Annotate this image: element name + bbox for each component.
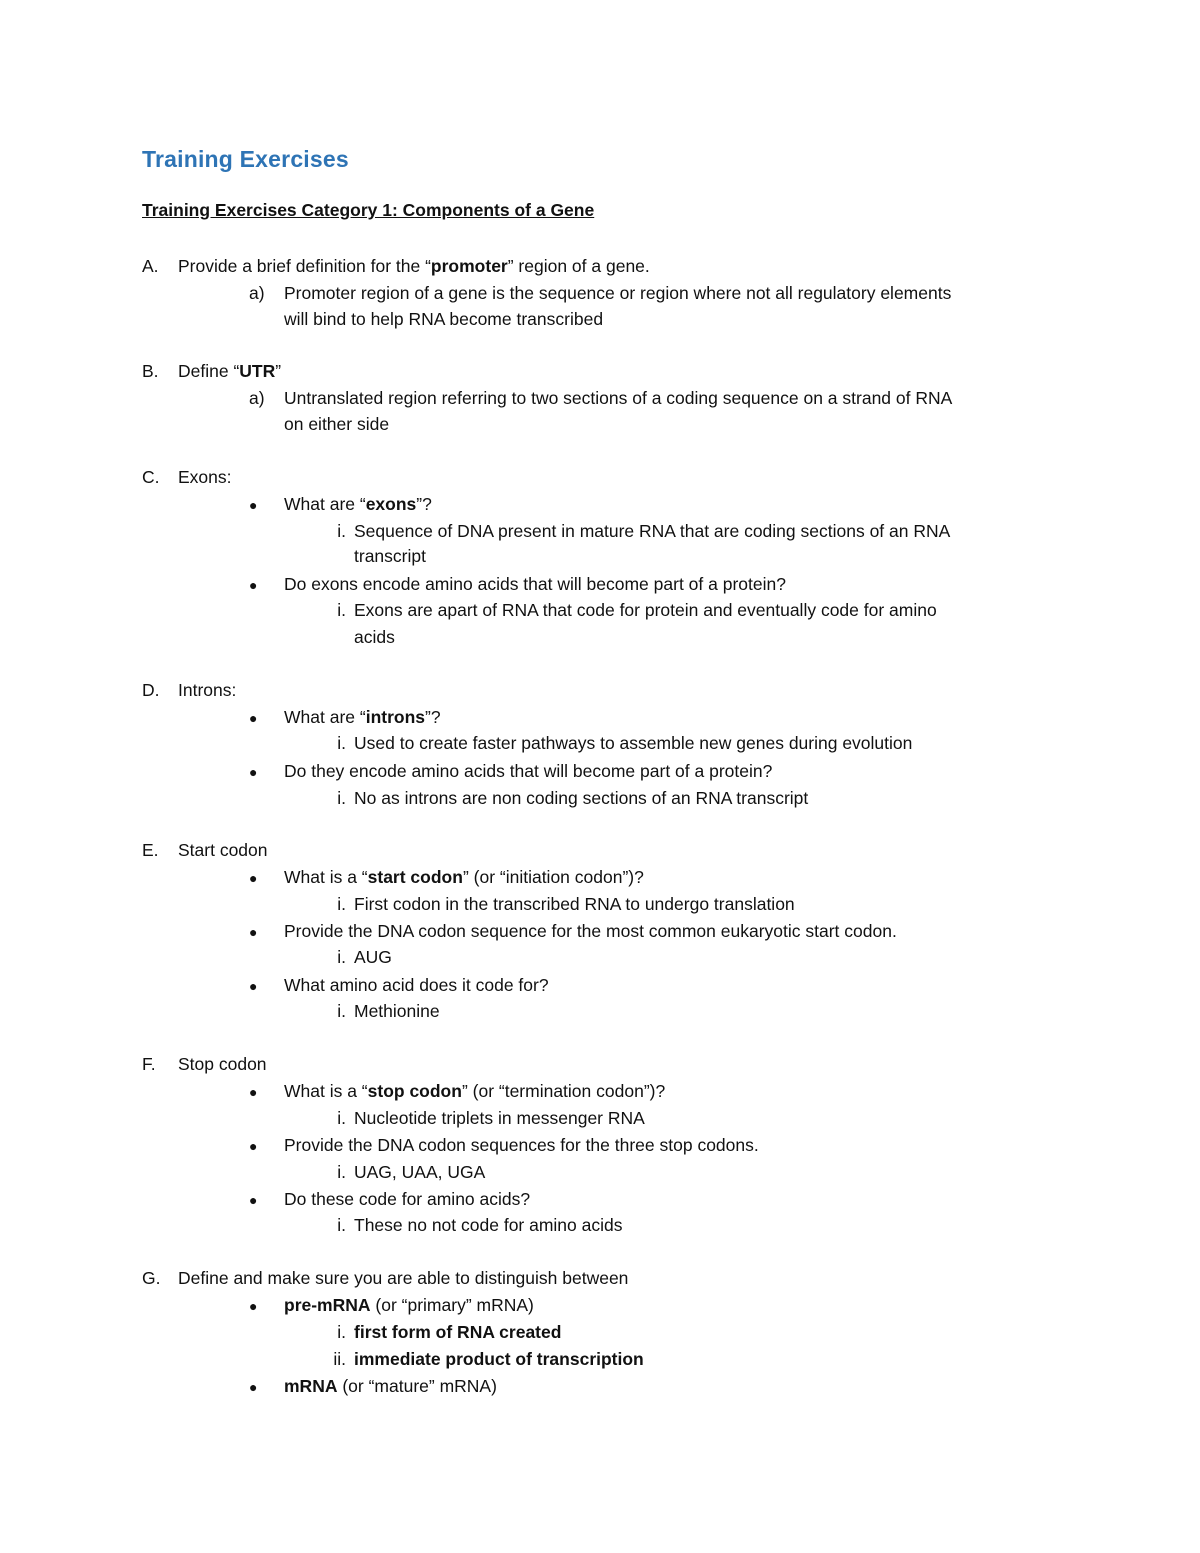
section-d-marker: D. [142,680,160,700]
section-b-question: Define “UTR” [178,361,282,381]
section-b-answer-line: on either side [284,414,390,434]
section-g-answer-line: immediate product of transcription [354,1349,644,1369]
section-d-answer-line: Used to create faster pathways to assemble new genes during evolution [354,733,913,753]
bullet-icon: ● [249,1379,258,1395]
section-e-question: What amino acid does it code for? [284,975,549,995]
section-e-answer-line: AUG [354,947,392,967]
section-e-answer-marker: i. [337,947,346,967]
section-e-marker: E. [142,840,159,860]
section-e-answer-marker: i. [337,1001,346,1021]
section-c-answer-marker: i. [337,521,346,541]
section-c-question: What are “exons”? [284,494,432,514]
section-c-question: Do exons encode amino acids that will become part of a protein? [284,574,786,594]
section-e-question: Provide the DNA codon sequence for the most common eukaryotic start codon. [284,921,897,941]
section-c-marker: C. [142,467,160,487]
section-g-answer-marker: ii. [333,1349,346,1369]
section-e-answer-line: Methionine [354,1001,440,1021]
section-d-answer-line: No as introns are non coding sections of an RNA transcript [354,788,809,808]
section-f-answer-marker: i. [337,1162,346,1182]
bullet-icon: ● [249,1138,258,1154]
section-f-answer-line: These no not code for amino acids [354,1215,623,1235]
section-c-answer-line: Sequence of DNA present in mature RNA that are coding sections of an RNA [354,521,951,541]
section-g-term: mRNA (or “mature” mRNA) [284,1376,497,1396]
section-a-marker: A. [142,256,159,276]
section-f-answer-line: UAG, UAA, UGA [354,1162,486,1182]
section-b-marker: B. [142,361,159,381]
section-f-question: What is a “stop codon” (or “termination codon”)? [284,1081,666,1101]
section-g-term: pre-mRNA (or “primary” mRNA) [284,1295,534,1315]
section-a-answer-line: Promoter region of a gene is the sequence or region where not all regulatory elements [284,283,952,303]
section-a-answer-line: will bind to help RNA become transcribed [284,309,604,329]
section-e-label: Start codon [178,840,268,860]
bullet-icon: ● [249,764,258,780]
section-f-marker: F. [142,1054,156,1074]
section-d-answer-marker: i. [337,733,346,753]
section-f-question: Provide the DNA codon sequences for the three stop codons. [284,1135,759,1155]
section-d-label: Introns: [178,680,237,700]
section-e-answer-line: First codon in the transcribed RNA to undergo translation [354,894,795,914]
section-c-answer-line: Exons are apart of RNA that code for protein and eventually code for amino [354,600,937,620]
bullet-icon: ● [249,1084,258,1100]
section-c-answer-line: acids [354,627,395,647]
bullet-icon: ● [249,870,258,886]
bullet-icon: ● [249,978,258,994]
section-f-answer-marker: i. [337,1108,346,1128]
section-a-question: Provide a brief definition for the “promoter” region of a gene. [178,256,650,276]
section-c-label: Exons: [178,467,232,487]
section-d-answer-marker: i. [337,788,346,808]
section-a-answer-marker: a) [249,283,265,303]
category-heading: Training Exercises Category 1: Components of a Gene [142,200,595,220]
section-f-question: Do these code for amino acids? [284,1189,531,1209]
section-g-answer-line: first form of RNA created [354,1322,562,1342]
section-d-question: What are “introns”? [284,707,441,727]
section-g-marker: G. [142,1268,161,1288]
bullet-icon: ● [249,710,258,726]
section-f-answer-line: Nucleotide triplets in messenger RNA [354,1108,645,1128]
section-b-answer-line: Untranslated region referring to two sections of a coding sequence on a strand of RNA [284,388,953,408]
bullet-icon: ● [249,577,258,593]
section-f-label: Stop codon [178,1054,267,1074]
section-b-answer-marker: a) [249,388,265,408]
section-g-answer-marker: i. [337,1322,346,1342]
section-c-answer-marker: i. [337,600,346,620]
section-g-label: Define and make sure you are able to distinguish between [178,1268,629,1288]
section-c-answer-line: transcript [354,546,426,566]
section-f-answer-marker: i. [337,1215,346,1235]
section-d-question: Do they encode amino acids that will become part of a protein? [284,761,773,781]
section-e-answer-marker: i. [337,894,346,914]
section-e-question: What is a “start codon” (or “initiation codon”)? [284,867,644,887]
bullet-icon: ● [249,1298,258,1314]
bullet-icon: ● [249,924,258,940]
bullet-icon: ● [249,497,258,513]
document-title: Training Exercises [142,146,349,172]
bullet-icon: ● [249,1192,258,1208]
